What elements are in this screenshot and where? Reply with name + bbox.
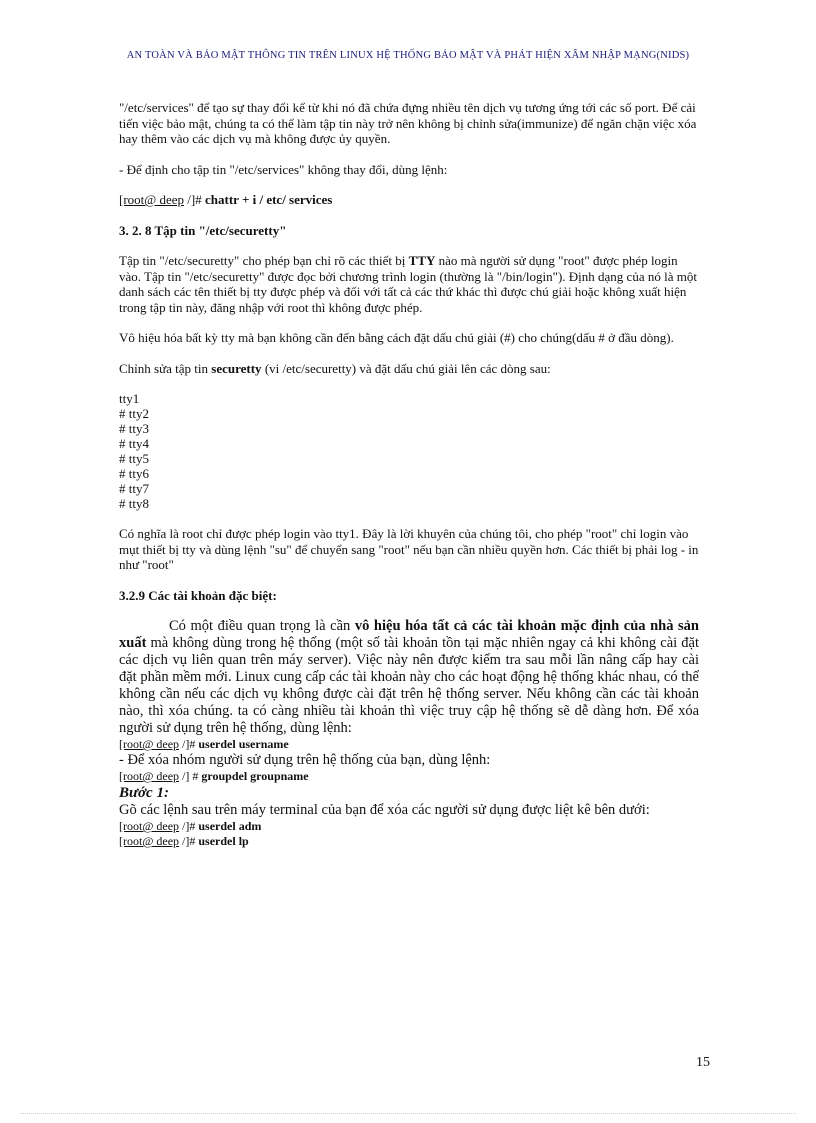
command-userdel-lp (119, 834, 699, 849)
section-heading-special-accounts: 3.2.9 Các tài khoản đặc biệt: (119, 587, 277, 603)
command-text: userdel adm (198, 819, 262, 833)
text-run-bold: TTY (408, 253, 436, 268)
page-number: 15 (696, 1055, 710, 1070)
command-prompt: [root@ deep (119, 769, 180, 783)
command-userdel-username (119, 737, 699, 752)
command-chattr (119, 192, 699, 208)
tty-line: # tty2 (119, 406, 149, 421)
command-text: userdel lp (198, 834, 249, 848)
tty-line: tty1 (119, 391, 140, 406)
paragraph-disable-tty: Vô hiệu hóa bất kỳ tty mà bạn không cần đến bằng cách đặt dấu chú giải (#) cho chúng(dấu # ở đầu dòng). (119, 330, 674, 345)
paragraph-step1: Gõ các lệnh sau trên máy terminal của bạn để xóa các người sử dụng được liệt kê bên dưới: (119, 802, 650, 818)
step-heading: Bước 1: (119, 785, 169, 801)
command-text: userdel username (198, 737, 289, 751)
section-heading-securetty: 3. 2. 8 Tập tin "/etc/securetty" (119, 222, 287, 238)
command-prompt: [root@ deep (119, 819, 180, 833)
text-run: Chỉnh sửa tập tin (119, 360, 212, 376)
text-run: nào mà người sử dụng "root" được phép login vào. Tập tin "/etc/securetty" được đọc bởi chương trình login (thường là "/bin/login"). Định dạng của nó là một danh sách các tên thiết bị tty được phép và đối với tất cả các thứ khác thì được chú giải hoặc không xuất hiện trong tập tin này, đăng nhập với root thì không được phép. (119, 253, 697, 315)
paragraph-default-accounts (119, 618, 699, 737)
tty-line: # tty4 (119, 436, 149, 451)
paragraph-edit-securetty (119, 361, 699, 377)
text-run: Có một điều quan trọng là cần (169, 618, 355, 634)
paragraph-securetty-desc (119, 253, 699, 315)
command-prompt: [root@ deep (119, 834, 180, 848)
command-separator: /]# (179, 737, 199, 751)
tty-line: # tty8 (119, 496, 149, 511)
footer-divider (20, 1113, 796, 1114)
command-text: groupdel groupname (201, 769, 309, 783)
command-separator: /]# (179, 819, 199, 833)
tty-line: # tty5 (119, 451, 149, 466)
tty-line: # tty3 (119, 421, 149, 436)
text-run: mà không dùng trong hệ thống (một số tài khoản tồn tại mặc nhiên ngay cả khi không cài đặt các dịch vụ liên quan trên máy server). Việc này nên được kiểm tra sau mỗi lần nâng cấp hay cài đặt phần mềm mới. Linux cung cấp các tài khoản này cho các hoạt động hệ thống khác nhau, có thể không cần nếu các dịch vụ không được cài đặt trên hệ thống server. Nếu không cần các tài khoản nào, thì xóa chúng. ta có càng nhiều tài khoản thì việc truy cập hệ thống sẽ dễ dàng hơn. Để xóa người sử dụng trên hệ thống, dùng lệnh: (119, 635, 699, 736)
paragraph-services-lock: - Để định cho tập tin "/etc/services" không thay đổi, dùng lệnh: (119, 161, 448, 177)
paragraph-delete-group: - Để xóa nhóm người sử dụng trên hệ thống của bạn, dùng lệnh: (119, 752, 491, 768)
running-header: AN TOÀN VÀ BẢO MẬT THÔNG TIN TRÊN LINUX HỆ THỐNG BẢO MẬT VÀ PHÁT HIỆN XÂM NHẬP MẠNG(NIDS) (126, 50, 690, 61)
tty-line: # tty6 (119, 466, 149, 481)
command-text: chattr + i / etc/ services (205, 192, 333, 207)
paragraph-root-tty1: Có nghĩa là root chỉ được phép login vào tty1. Đây là lời khuyên của chúng tôi, cho phép "root" chỉ login vào mụt thiết bị tty và dùng lệnh "su" để chuyển sang "root" nếu bạn cần nhiều quyền hơn. Các thiết bị phải log - in như "root" (119, 526, 699, 572)
command-separator: /] # (179, 769, 202, 783)
paragraph-services-intro: "/etc/services" để tạo sự thay đổi kể từ khi nó đã chứa đựng nhiều tên dịch vụ tương ứng tới các số port. Để cải tiến việc bảo mật, chúng ta có thể làm tập tin này trở nên không bị chỉnh sửa(immunize) để ngăn chặn việc xóa hay thêm vào các dịch vụ mà không được ủy quyền. (119, 100, 697, 146)
page-body (119, 100, 699, 849)
command-prompt: [root@ deep (119, 192, 185, 207)
text-run: Tập tin "/etc/securetty" cho phép bạn chỉ rõ các thiết bị (119, 253, 409, 268)
text-run-bold: vô hiệu hóa tất cả các tài khoản mặc định của nhà sản xuất (119, 618, 699, 651)
tty-line: # tty7 (119, 481, 149, 496)
tty-list (119, 391, 699, 511)
text-run: (vi /etc/securetty) và đặt dấu chú giải lên các dòng sau: (261, 360, 551, 376)
command-userdel-adm (119, 819, 699, 834)
command-prompt: [root@ deep (119, 737, 180, 751)
text-run-bold: securetty (211, 360, 262, 376)
command-separator: /]# (179, 834, 199, 848)
command-groupdel (119, 769, 699, 784)
command-separator: /]# (184, 192, 205, 207)
